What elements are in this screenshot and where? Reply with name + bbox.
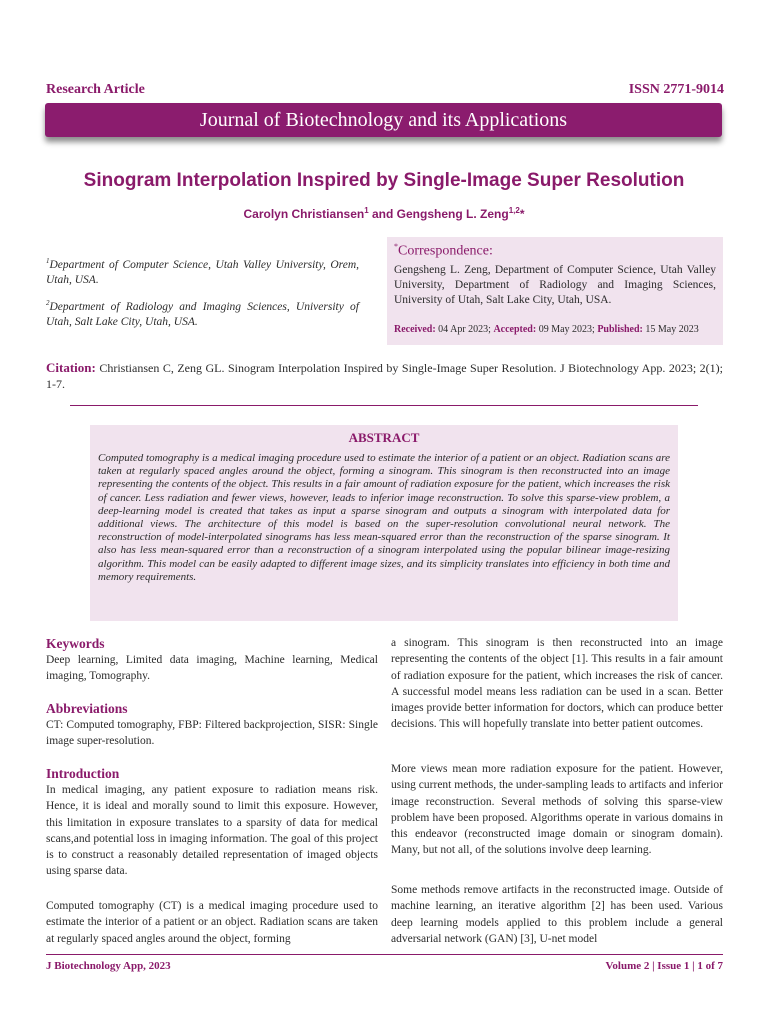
abbreviations-section xyxy=(46,700,378,750)
corresponding-star: * xyxy=(519,207,525,221)
author-conjunction: and xyxy=(368,207,397,221)
correspondence-title: Correspondence: xyxy=(398,243,493,259)
accepted-label: Accepted: xyxy=(493,324,537,335)
introduction-heading: Introduction xyxy=(46,766,120,781)
footer-divider xyxy=(46,954,723,955)
keywords-heading: Keywords xyxy=(46,636,105,651)
introduction-paragraph-3: a sinogram. This sinogram is then reconstructed into an image representing the contents of the object [1]. This results in a fair amount of radiation exposure for the patient, which increases the risk of cancer. A successful model means less radiation can be used in a scan. Better images provide better information for doctors, which can produce better decisions. This will hopefully translate into better patient outcomes. xyxy=(391,637,723,731)
article-dates xyxy=(394,324,699,335)
keywords-text: Deep learning, Limited data imaging, Machine learning, Medical imaging, Tomography. xyxy=(46,654,378,683)
correspondence-star: * xyxy=(394,242,398,251)
published-date: 15 May 2023 xyxy=(642,324,699,335)
footer-journal: J Biotechnology App, 2023 xyxy=(46,960,171,972)
abbreviations-text: CT: Computed tomography, FBP: Filtered backprojection, SISR: Single image super-resolution. xyxy=(46,719,378,748)
author-2-affil: 1,2 xyxy=(508,206,520,215)
affiliation-2 xyxy=(46,296,359,330)
issn-label: ISSN 2771-9014 xyxy=(628,82,724,97)
abstract-heading: ABSTRACT xyxy=(348,430,420,445)
footer-page-info: Volume 2 | Issue 1 | 1 of 7 xyxy=(605,960,723,972)
introduction-paragraph-5: Some methods remove artifacts in the reconstructed image. Outside of machine learning, an iterative algorithm [2] has been used. Various deep learning models applied to this problem include a general adversarial network (GAN) [3], U-net model xyxy=(391,884,723,945)
correspondence-text: Gengsheng L. Zeng, Department of Computer Science, Utah Valley University, Department of Radiology and Imaging Sciences, University of Utah, Salt Lake City, Utah, USA. xyxy=(394,264,716,306)
article-title: Sinogram Interpolation Inspired by Single-Image Super Resolution xyxy=(83,170,685,191)
keywords-section xyxy=(46,635,378,685)
introduction-paragraph-4: More views mean more radiation exposure for the patient. However, using current methods, the under-sampling leads to artifacts and inferior image reconstruction. Several methods of solving this sparse-view problem have been proposed. Algorithms operate in various domains in this endeavor (reconstructed image domain or sinogram domain). Many, but not all, of the solutions involve deep learning. xyxy=(391,763,723,857)
affiliation-2-number: 2 xyxy=(46,299,50,307)
introduction-section xyxy=(46,765,378,880)
received-label: Received: xyxy=(394,324,436,335)
abstract-text: Computed tomography is a medical imaging procedure used to estimate the interior of a patient or an object. Radiation scans are taken at regularly spaced angles around the object, forming a sinogram. This sinogram is then reconstructed into an image representing the contents of the object. This results in a fair amount of radiation exposure for the patient, which increases the risk of cancer. Less radiation and fewer views, however, leads to inferior image reconstruction. To solve this sparse-view problem, a deep-learning model is created that takes as input a sparse sinogram and outputs a sinogram with interpolated data for additional views. The architecture of this model is based on the super-resolution convolutional neural network. The reconstruction of model-interpolated sinograms has less mean-squared error than the reconstruction of the sparse sinogram. It also has less mean-squared error than a reconstruction of a sinogram interpolated using the popular bilinear image-resizing algorithm. This model can be easily adapted to different image sizes, and its simplicity translates into efficiency in both time and memory requirements. xyxy=(98,452,670,583)
affiliation-2-text: Department of Radiology and Imaging Sciences, University of Utah, Salt Lake City, Utah, USA. xyxy=(46,300,359,328)
author-line xyxy=(0,206,768,221)
citation xyxy=(46,360,723,392)
introduction-paragraph-1: In medical imaging, any patient exposure to radiation means risk. Hence, it is ideal and morally sound to limit this exposure. However, this limitation in exposure translates to a sparsity of data for medical scans,and potential loss in imaging information. The goal of this project is to construct a reasonably detailed representation of imaged objects using sparse data. xyxy=(46,784,378,878)
citation-text: Christiansen C, Zeng GL. Sinogram Interpolation Inspired by Single-Image Super Resolution. J Biotechnology App. 2023; 2(1); 1-7. xyxy=(46,361,723,391)
introduction-paragraph-2: Computed tomography (CT) is a medical imaging procedure used to estimate the interior of a patient or an object. Radiation scans are taken at regularly spaced angles around the object, forming xyxy=(46,900,378,945)
journal-name: Journal of Biotechnology and its Applications xyxy=(199,109,568,131)
section-divider xyxy=(70,405,698,406)
affiliation-1 xyxy=(46,254,359,288)
article-type-label: Research Article xyxy=(46,82,145,97)
affiliation-1-number: 1 xyxy=(46,257,50,265)
author-1-affil: 1 xyxy=(364,206,369,215)
received-date: 04 Apr 2023; xyxy=(435,324,494,335)
abbreviations-heading: Abbreviations xyxy=(46,701,128,716)
citation-label: Citation: xyxy=(46,360,96,375)
affiliation-1-text: Department of Computer Science, Utah Valley University, Orem, Utah, USA. xyxy=(46,258,359,286)
journal-banner xyxy=(45,103,722,137)
accepted-date: 09 May 2023; xyxy=(536,324,598,335)
author-2: Gengsheng L. Zeng xyxy=(396,207,509,221)
author-1: Carolyn Christiansen xyxy=(243,207,365,221)
correspondence-heading xyxy=(394,242,493,260)
published-label: Published: xyxy=(597,324,643,335)
